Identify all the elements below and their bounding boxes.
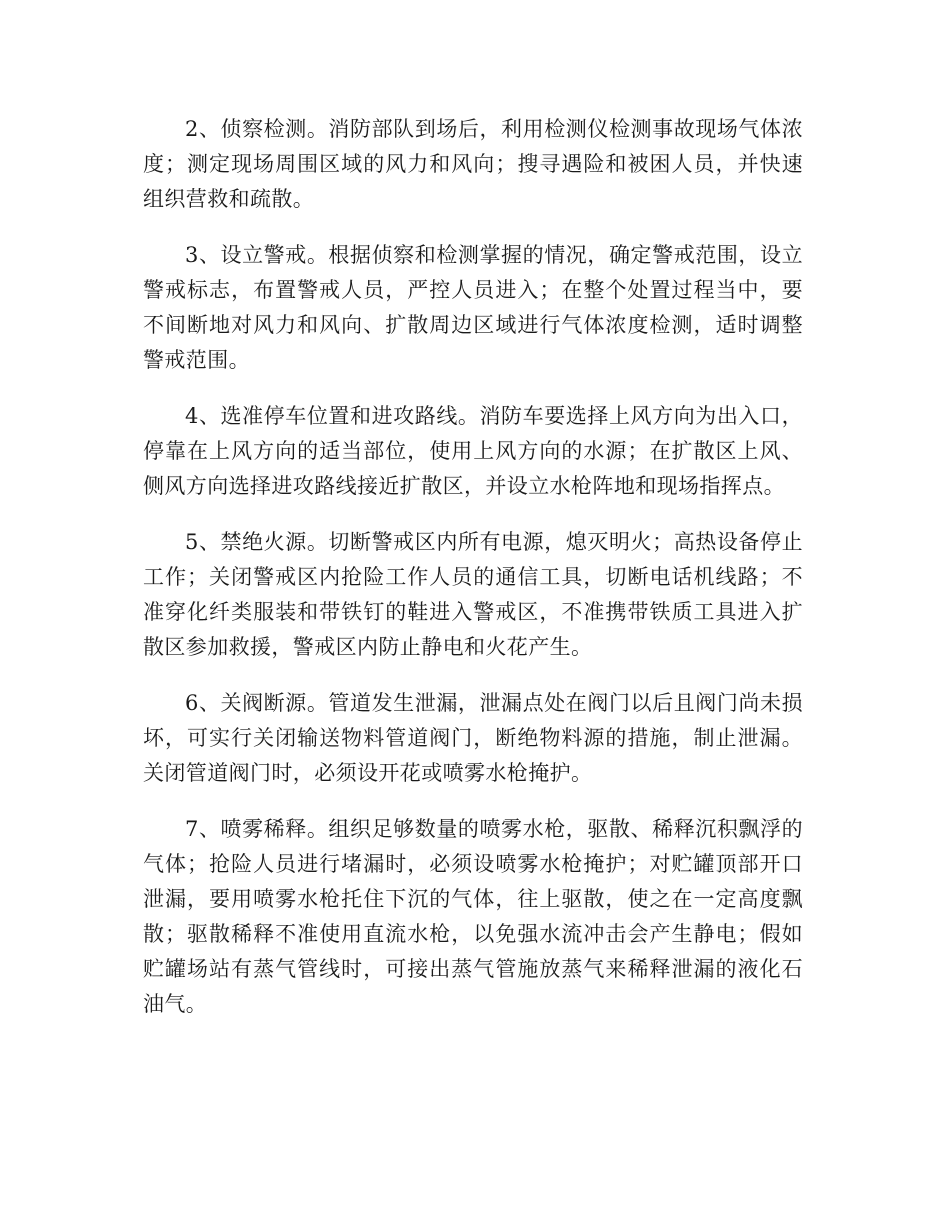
paragraph-parking-route: 4、选准停车位置和进攻路线。消防车要选择上风方向为出入口，停靠在上风方向的适当部位，使用上风方向的水源；在扩散区上风、侧风方向选择进攻路线接近扩散区，并设立水枪阵地和现场指挥点。 — [143, 404, 803, 498]
document-body — [143, 112, 803, 1043]
paragraph-cordon: 3、设立警戒。根据侦察和检测掌握的情况，确定警戒范围，设立警戒标志，布置警戒人员，严控人员进入；在整个处置过程当中，要不间断地对风力和风向、扩散周边区域进行气体浓度检测，适时调整警戒范围。 — [143, 243, 803, 372]
paragraph-spray-dilution: 7、喷雾稀释。组织足够数量的喷雾水枪，驱散、稀释沉积飘浮的气体；抢险人员进行堵漏时，必须设喷雾水枪掩护；对贮罐顶部开口泄漏，要用喷雾水枪托住下沉的气体，往上驱散，使之在一定高度飘散；驱散稀释不准使用直流水枪，以免强水流冲击会产生静电；假如贮罐场站有蒸气管线时，可接出蒸气管施放蒸气来稀释泄漏的液化石油气。 — [143, 817, 803, 1016]
paragraph-reconnaissance: 2、侦察检测。消防部队到场后，利用检测仪检测事故现场气体浓度；测定现场周围区域的风力和风向；搜寻遇险和被困人员，并快速组织营救和疏散。 — [143, 117, 803, 211]
paragraph-valve-shutoff: 6、关阀断源。管道发生泄漏，泄漏点处在阀门以后且阀门尚未损坏，可实行关闭输送物料管道阀门，断绝物料源的措施，制止泄漏。关闭管道阀门时，必须设开花或喷雾水枪掩护。 — [143, 691, 803, 785]
paragraph-fire-source: 5、禁绝火源。切断警戒区内所有电源，熄灭明火；高热设备停止工作；关闭警戒区内抢险工作人员的通信工具，切断电话机线路；不准穿化纤类服装和带铁钉的鞋进入警戒区，不准携带铁质工具进入扩散区参加救援，警戒区内防止静电和火花产生。 — [143, 530, 803, 659]
